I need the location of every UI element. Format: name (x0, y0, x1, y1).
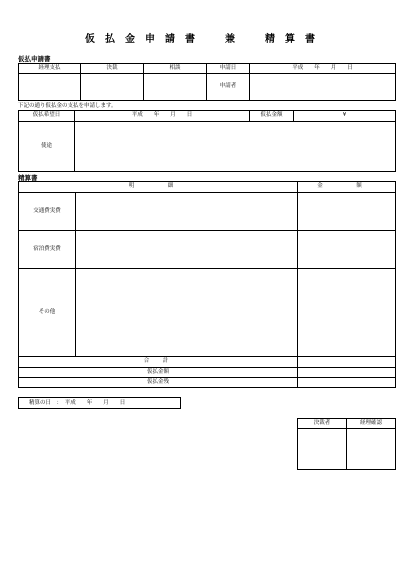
advance-balance-label: 仮払金残 (19, 378, 298, 388)
advance-request-table (18, 63, 396, 101)
transport-label: 交通費実費 (19, 193, 76, 231)
approver-stamp-cell[interactable] (298, 429, 347, 470)
other-label: その他 (19, 269, 76, 357)
approval-stamp-cell[interactable] (81, 74, 144, 101)
settlement-date-box[interactable]: 精算の日 ： 平成 年 月 日 (18, 397, 181, 409)
purpose-value[interactable] (75, 122, 396, 172)
total-label: 合 計 (19, 357, 298, 368)
desired-date-value[interactable]: 平成 年 月 日 (75, 111, 250, 122)
advance-balance-value[interactable] (298, 378, 396, 388)
applicant-label: 申請者 (207, 74, 250, 101)
advance-detail-table (18, 110, 396, 172)
settlement-table (18, 181, 396, 388)
transport-amount[interactable] (298, 193, 396, 231)
lodging-label: 宿泊費実費 (19, 231, 76, 269)
transport-details[interactable] (76, 193, 298, 231)
total-amount[interactable] (298, 357, 396, 368)
approval-stamp-table (297, 418, 396, 470)
advance-request-notice: 下記の通り仮払金の支払を申請します。 (18, 103, 117, 109)
other-amount[interactable] (298, 269, 396, 357)
application-date-value[interactable]: 平成 年 月 日 (250, 64, 396, 74)
consult-header: 相談 (144, 64, 207, 74)
accounting-check-header: 経理確認 (347, 419, 396, 429)
approver-header: 決裁者 (298, 419, 347, 429)
desired-date-label: 仮払希望日 (19, 111, 75, 122)
purpose-label: 使途 (19, 122, 75, 172)
applicant-value[interactable] (250, 74, 396, 101)
document-title: 仮払金申請書 兼 精算書 (85, 34, 325, 45)
settlement-section-title: 精算書 (18, 174, 38, 182)
application-date-header: 申請日 (207, 64, 250, 74)
approval-header: 決裁 (81, 64, 144, 74)
consult-stamp-cell[interactable] (144, 74, 207, 101)
other-details[interactable] (76, 269, 298, 357)
lodging-details[interactable] (76, 231, 298, 269)
advance-amount-row-label: 仮払金額 (19, 368, 298, 378)
accounting-header: 経理支払 (19, 64, 81, 74)
details-header: 明 細 (19, 182, 298, 193)
advance-amount-value[interactable]: ¥ (294, 111, 396, 122)
accounting-check-stamp-cell[interactable] (347, 429, 396, 470)
amount-header: 金 額 (298, 182, 396, 193)
lodging-amount[interactable] (298, 231, 396, 269)
advance-request-section-title: 仮払申請書 (18, 55, 51, 63)
advance-amount-label: 仮払金額 (250, 111, 294, 122)
accounting-stamp-cell[interactable] (19, 74, 81, 101)
advance-amount-row-value[interactable] (298, 368, 396, 378)
